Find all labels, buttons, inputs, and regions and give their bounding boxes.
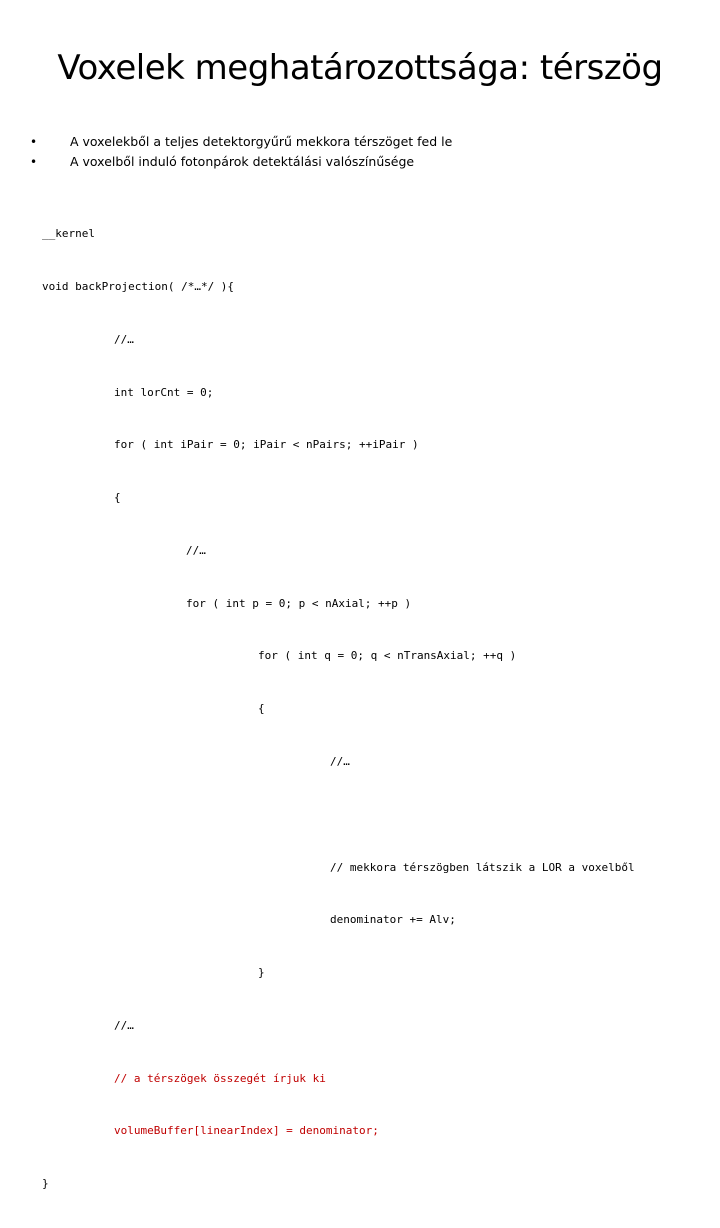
bullet-text: A voxelekből a teljes detektorgyűrű mekkora térszöget fed le — [70, 134, 453, 149]
code-line-lorcnt: int lorCnt = 0; — [114, 385, 214, 399]
code-line-write-comment: // a térszögek összegét írjuk ki — [114, 1071, 326, 1085]
bullet-dot-icon: • — [30, 135, 38, 149]
code-line-for-transaxial: for ( int q = 0; q < nTransAxial; ++q ) — [258, 649, 517, 663]
code-line-open-brace: { — [114, 491, 121, 505]
code-line-volume-buffer: volumeBuffer[linearIndex] = denominator; — [114, 1124, 379, 1138]
bullet-text: A voxelből induló fotonpárok detektálási valószínűsége — [70, 154, 415, 169]
code-line-open-brace: { — [258, 702, 265, 716]
code-line-close-brace: } — [258, 966, 265, 980]
code-line-comment: //… — [114, 1018, 134, 1032]
code-line-comment: //… — [114, 332, 134, 346]
code-line-for-axial: for ( int p = 0; p < nAxial; ++p ) — [186, 596, 412, 610]
code-line-denominator: denominator += Alv; — [330, 913, 456, 927]
code-line-signature: void backProjection( /*…*/ ){ — [42, 279, 235, 293]
slide-title: Voxelek meghatározottsága: térszög — [57, 48, 663, 88]
code-line-comment: //… — [186, 543, 206, 557]
code-block — [42, 190, 635, 1228]
bullet-dot-icon: • — [30, 155, 38, 169]
bullet-list — [30, 132, 452, 172]
bullet-item — [30, 132, 452, 152]
bullet-item — [30, 152, 452, 172]
code-line-solid-angle-comment: // mekkora térszögben látszik a LOR a voxelből — [330, 860, 635, 874]
code-line-for-pairs: for ( int iPair = 0; iPair < nPairs; ++iPair ) — [114, 438, 419, 452]
code-line-blank — [42, 806, 635, 824]
code-line-kernel: __kernel — [42, 227, 95, 241]
code-line-comment: //… — [330, 755, 350, 768]
code-line-close-brace: } — [42, 1177, 49, 1191]
